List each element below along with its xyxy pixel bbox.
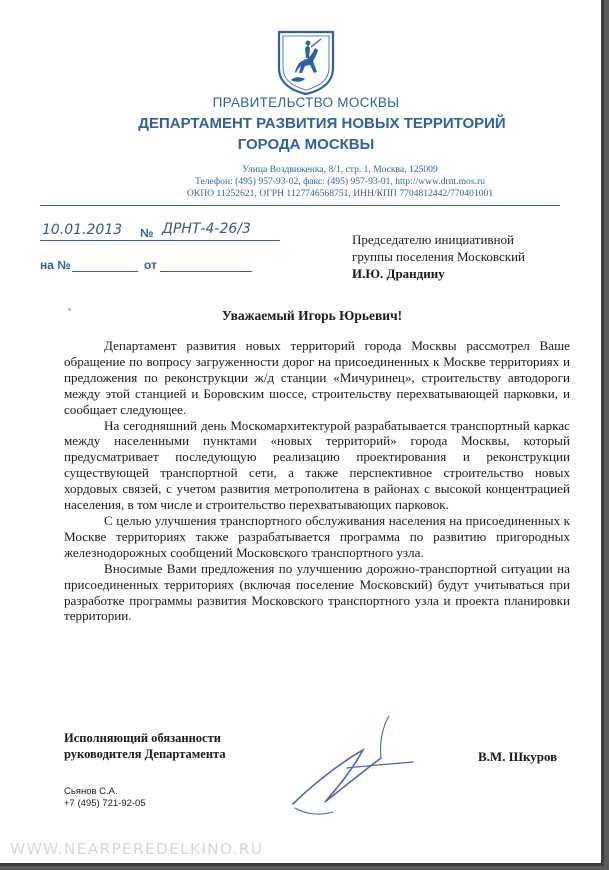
government-name: ПРАВИТЕЛЬСТВО МОСКВЫ [212, 95, 400, 110]
moscow-coat-of-arms-icon [275, 28, 337, 96]
department-address: Улица Воздвиженка, 8/1, стр. 1, Москва, 125009 [242, 164, 438, 175]
incoming-number-label: на № [40, 258, 71, 272]
signer-title-line-1: Исполняющий обязанности [64, 731, 221, 745]
body-paragraph-3: С целью улучшения транспортного обслуживания населения на присоединенных к Москве территориях также разрабатывается программа по развитию пригородных железнодорожных сообщений Московского транспортного узла. [64, 512, 570, 560]
executor-block [64, 786, 146, 810]
incoming-number-blank [72, 271, 138, 272]
letter-body [64, 338, 570, 624]
department-name: ДЕПАРТАМЕНТ РАЗВИТИЯ НОВЫХ ТЕРРИТОРИЙ [138, 115, 506, 132]
letterhead-divider [40, 205, 560, 206]
outgoing-number: ДРНТ-4-26/3 [162, 221, 251, 237]
site-watermark: WWW.NEARPEREDELKINO.RU [10, 840, 264, 858]
incoming-date-label: от [144, 258, 157, 272]
department-codes: ОКПО 11252621, ОГРН 1127746568751, ИНН/КПП 7704812442/770401001 [186, 188, 494, 199]
addressee-block [352, 231, 525, 282]
addressee-name: И.Ю. Драндину [352, 266, 445, 281]
executor-phone: +7 (495) 721-92-05 [64, 798, 146, 809]
department-phones: Телефон: (495) 957-93-02, факс: (495) 957-93-01, http://www.drnt.mos.ru [195, 176, 485, 187]
executor-name: Сьянов С.А. [64, 786, 118, 797]
body-paragraph-4: Вносимые Вами предложения по улучшению дорожно-транспортной ситуации на присоединенных территориях (включая поселение Московский) будут учитываться при разработке программы развития Московского транспортного узла и проекта планировки территории. [64, 560, 570, 624]
body-paragraph-2: На сегодняшний день Москомархитектурой разрабатывается транспортный каркас между населенными пунктами «новых территорий» города Москвы, который предусматривает последующую реализацию проектирования и реконструкции существующей транспортной сети, а также перспективное строительство новых хордовых связей, с учетом развития метрополитена в районах с высокой концентрацией населения, в том числе и строительство перехватывающих парковок. [64, 417, 570, 513]
salutation: Уважаемый Игорь Юрьевич! [221, 308, 403, 323]
handwritten-signature [285, 712, 435, 822]
addressee-line-1: Председателю инициативной [352, 232, 514, 247]
department-city: ГОРОДА МОСКВЫ [237, 136, 375, 153]
outgoing-ref-underline [40, 240, 280, 241]
body-paragraph-1: Департамент развития новых территорий города Москвы рассмотрел Ваше обращение по вопросу загруженности дорог на присоединенных к Москве территориях и предложения по реконструкции ж/д станции «Мичуринец», строительству автодороги между этой станцией и Боровским шоссе, строительству перехватывающей парковки, и сообщает следующее. [64, 338, 570, 417]
incoming-date-blank [160, 271, 252, 272]
signer-title [64, 730, 226, 762]
outgoing-date: 10.01.2013 [42, 222, 123, 238]
addressee-line-2: группы поселения Московский [352, 249, 525, 264]
outgoing-number-label: № [140, 226, 154, 240]
signer-name: В.М. Шкуров [478, 749, 558, 764]
signer-title-line-2: руководителя Департамента [64, 747, 226, 761]
